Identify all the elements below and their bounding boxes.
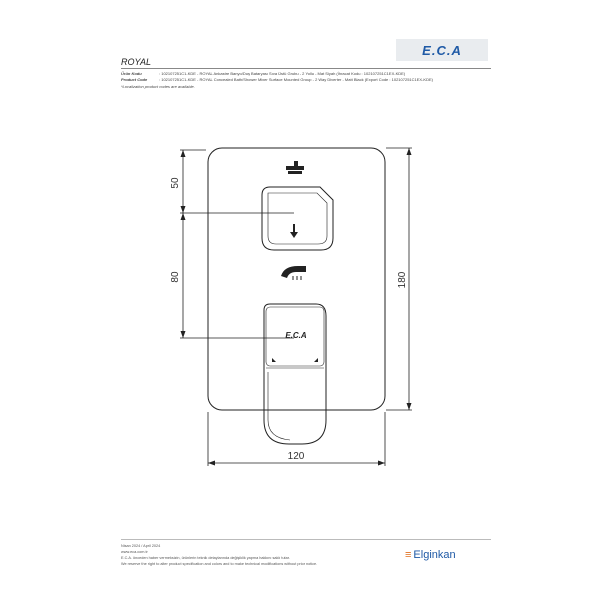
arrow-tick <box>407 403 412 410</box>
arrow-tick <box>208 461 215 466</box>
product-code-tr-text: : 102107251C1-KDE - ROYAL Ankastre Banyo/Duş Bataryası Sıva Üstü Grubu - 2 Yollu - Mat Siyah (İhracat Kodu : 102107251C1EX-KDE) <box>159 71 406 76</box>
arrow-tick <box>407 148 412 155</box>
footer-notice-en: We reserve the right to alter product specification and colors and to make technical modifications without prior notice. <box>121 562 318 566</box>
product-code-tr-label: Ürün Kodu <box>121 71 142 76</box>
diverter-knob-inner <box>268 193 327 244</box>
arrow-tick <box>181 150 186 157</box>
eca-logo: E.C.A <box>422 42 462 58</box>
dimension-height: 180 <box>397 271 408 289</box>
shower-icon <box>281 266 306 280</box>
bath-icon <box>286 161 304 174</box>
handle-marker-right <box>314 358 318 362</box>
footer-website[interactable]: www.eca.com.tr <box>121 550 148 554</box>
dimension-center-distance: 80 <box>170 271 181 283</box>
footer-text <box>121 543 381 567</box>
handle-marker-left <box>272 358 276 362</box>
product-code-en-text: : 102107251C1-KDE - ROYAL Concealed Bath/Shower Mixer Surface Mounted Group - 2 Way Diverter - Matt Black (Export Code : 102107251C1EX-KDE) <box>159 77 433 83</box>
lever-handle-edge <box>268 372 290 440</box>
product-title: ROYAL <box>121 57 152 67</box>
dimension-width: 120 <box>287 451 305 462</box>
diverter-knob <box>262 187 333 250</box>
localization-note: *Localization product codes are available. <box>121 83 195 89</box>
footer-divider <box>121 539 491 540</box>
arrow-tick <box>181 331 186 338</box>
arrow-tick <box>181 213 186 220</box>
lever-handle <box>264 304 326 444</box>
arrow-down-icon <box>290 224 298 238</box>
elginkan-logo <box>405 549 456 561</box>
footer-date: Nisan 2024 / April 2024 <box>121 544 161 548</box>
elginkan-mark-icon: ≡ <box>405 549 412 561</box>
handle-logo: E.C.A <box>285 331 307 340</box>
product-code-en-label: Product Code <box>121 77 148 83</box>
footer-notice-tr: E.C.A. önceden haber vermeksizin, ürünlerin teknik detaylarında değişiklik yapma hakkını saklı tutar. <box>121 556 290 560</box>
arrow-tick <box>378 461 385 466</box>
arrow-tick <box>181 206 186 213</box>
elginkan-name: Elginkan <box>413 549 456 561</box>
dimension-top-offset: 50 <box>170 177 181 189</box>
